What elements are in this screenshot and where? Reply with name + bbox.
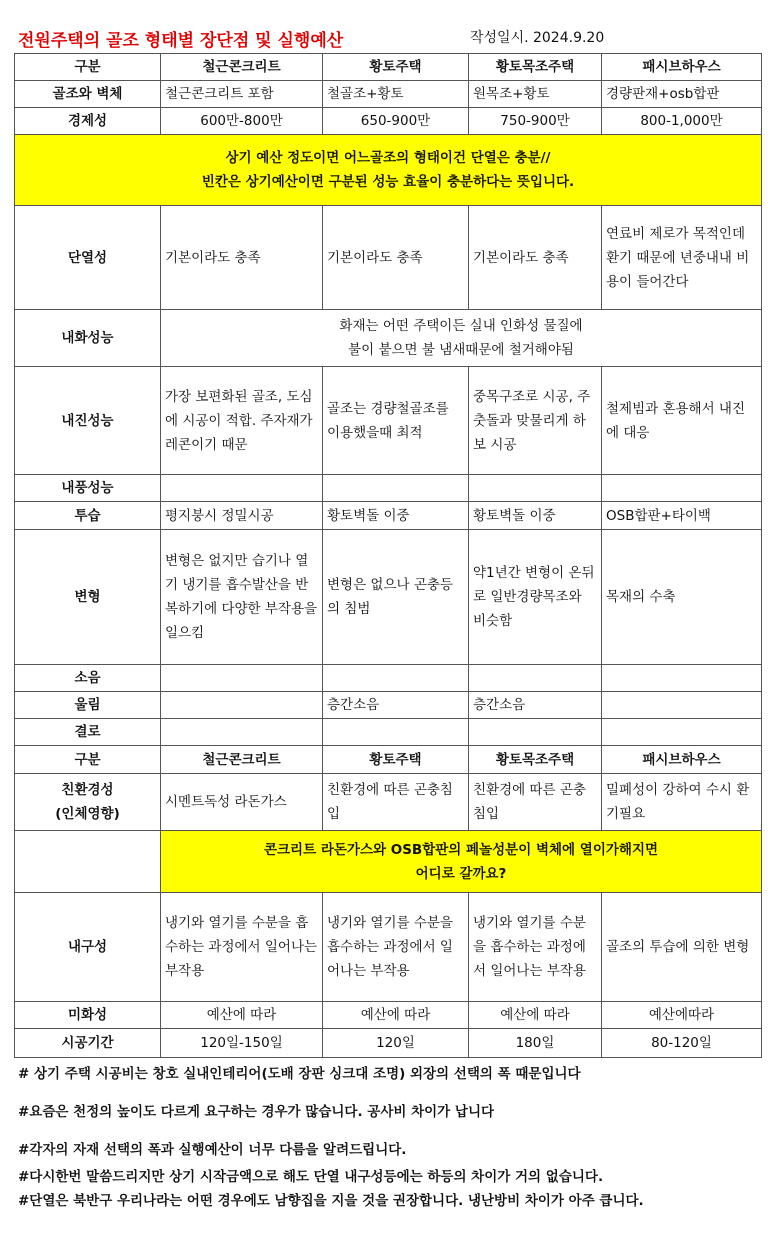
table-cell	[602, 692, 762, 719]
table-cell: 철골조+황토	[323, 81, 469, 108]
table-header-row	[15, 54, 762, 81]
table-cell	[602, 719, 762, 746]
table-cell	[323, 719, 469, 746]
document-title: 전원주택의 골조 형태별 장단점 및 실행예산	[18, 31, 344, 51]
table-row	[15, 893, 762, 1002]
banner-line: 상기 예산 정도이면 어느골조의 형태이건 단열은 충분//	[225, 150, 551, 166]
row-label: 변형	[15, 530, 161, 665]
table-row	[15, 831, 762, 893]
document-header	[0, 0, 773, 52]
table-cell: 냉기와 열기를 수분을 흡수하는 과정에서 일어나는 부작용	[323, 893, 469, 1002]
table-cell: 예산에 따라	[323, 1002, 469, 1029]
table-cell: 경량판재+osb합판	[602, 81, 762, 108]
column-header: 구분	[15, 746, 161, 774]
highlight-banner	[15, 135, 762, 206]
row-label: 골조와 벽체	[15, 81, 161, 108]
table-cell-merged	[161, 310, 762, 367]
note-line: #단열은 북반구 우리나라는 어떤 경우에도 남향집을 지을 것을 권장합니다. 냉난방비 차이가 아주 큽니다.	[18, 1193, 644, 1209]
row-label: 울림	[15, 692, 161, 719]
table-cell: 황토벽돌 이중	[469, 502, 602, 530]
table-cell: 시멘트독성 라돈가스	[161, 774, 323, 831]
table-cell: 친환경에 따른 곤충침입	[469, 774, 602, 831]
column-header: 황토목조주택	[469, 746, 602, 774]
table-cell: 층간소음	[323, 692, 469, 719]
table-row	[15, 692, 762, 719]
row-label: 결로	[15, 719, 161, 746]
table-cell: 중목구조로 시공, 주춧돌과 맞물리게 하보 시공	[469, 367, 602, 475]
row-label: 내진성능	[15, 367, 161, 475]
table-row	[15, 1029, 762, 1058]
table-cell: 연료비 제로가 목적인데 환기 때문에 년중내내 비용이 들어간다	[602, 206, 762, 310]
banner-line: 콘크리트 라돈가스와 OSB합판의 페놀성분이 벽체에 열이가해지면	[263, 841, 659, 858]
table-row	[15, 81, 762, 108]
table-cell: 골조의 투습에 의한 변형	[602, 893, 762, 1002]
column-header: 황토목조주택	[469, 54, 602, 81]
document-date: 작성일시. 2024.9.20	[470, 30, 605, 46]
cell-line: 불이 붙으면 불 냄새때문에 철거해야됨	[348, 342, 574, 358]
table-cell	[161, 665, 323, 692]
table-cell: 철제빔과 혼용해서 내진에 대응	[602, 367, 762, 475]
table-cell	[323, 475, 469, 502]
table-cell: 120일-150일	[161, 1029, 323, 1058]
table-row	[15, 206, 762, 310]
table-cell: 기본이라도 충족	[469, 206, 602, 310]
table-cell: 변형은 없으나 곤충등의 침범	[323, 530, 469, 665]
column-header: 황토주택	[323, 746, 469, 774]
highlight-banner	[161, 831, 762, 893]
table-row	[15, 135, 762, 206]
table-cell	[15, 831, 161, 893]
table-row	[15, 475, 762, 502]
banner-line: 빈칸은 상기예산이면 구분된 성능 효율이 충분하다는 뜻입니다.	[201, 174, 575, 190]
banner-line: 어디로 갈까요?	[415, 865, 507, 882]
table-cell	[469, 475, 602, 502]
table-cell	[161, 719, 323, 746]
table-cell: 180일	[469, 1029, 602, 1058]
table-cell: 목재의 수축	[602, 530, 762, 665]
table-header-row	[15, 746, 762, 774]
table-row	[15, 1002, 762, 1029]
table-cell	[161, 475, 323, 502]
table-cell: 원목조+황토	[469, 81, 602, 108]
table-row	[15, 108, 762, 135]
table-row	[15, 665, 762, 692]
table-cell: 층간소음	[469, 692, 602, 719]
comparison-table	[14, 53, 762, 1058]
table-cell: 약1년간 변형이 온뒤로 일반경량목조와 비슷함	[469, 530, 602, 665]
row-label: 시공기간	[15, 1029, 161, 1058]
table-cell	[469, 719, 602, 746]
table-cell: 철근콘크리트 포함	[161, 81, 323, 108]
row-label: 미화성	[15, 1002, 161, 1029]
table-cell: 750-900만	[469, 108, 602, 135]
row-label	[15, 774, 161, 831]
column-header: 구분	[15, 54, 161, 81]
table-cell	[161, 692, 323, 719]
table-row	[15, 530, 762, 665]
table-cell: 황토벽돌 이중	[323, 502, 469, 530]
table-row	[15, 502, 762, 530]
table-cell: 예산에따라	[602, 1002, 762, 1029]
row-label: 투습	[15, 502, 161, 530]
row-label: 내풍성능	[15, 475, 161, 502]
row-label: 소음	[15, 665, 161, 692]
table-cell: 650-900만	[323, 108, 469, 135]
table-cell: 120일	[323, 1029, 469, 1058]
table-cell: 가장 보편화된 골조, 도심에 시공이 적합. 주자재가 레콘이기 때문	[161, 367, 323, 475]
table-cell: 친환경에 따른 곤충침입	[323, 774, 469, 831]
note-line: #요즘은 천정의 높이도 다르게 요구하는 경우가 많습니다. 공사비 차이가 납니다	[18, 1104, 495, 1120]
column-header: 황토주택	[323, 54, 469, 81]
row-label: 단열성	[15, 206, 161, 310]
column-header: 패시브하우스	[602, 54, 762, 81]
table-cell: 평지붕시 정밀시공	[161, 502, 323, 530]
table-cell	[469, 665, 602, 692]
table-cell: 기본이라도 충족	[323, 206, 469, 310]
table-row	[15, 310, 762, 367]
table-cell: 예산에 따라	[469, 1002, 602, 1029]
table-cell: 600만-800만	[161, 108, 323, 135]
table-cell	[602, 665, 762, 692]
table-cell: 80-120일	[602, 1029, 762, 1058]
table-cell: 예산에 따라	[161, 1002, 323, 1029]
table-cell	[602, 475, 762, 502]
note-line: #다시한번 말씀드리지만 상기 시작금액으로 해도 단열 내구성등에는 하등의 차이가 거의 없습니다.	[18, 1169, 604, 1185]
row-label-line: (인체영향)	[55, 806, 120, 822]
column-header: 철근콘크리트	[161, 54, 323, 81]
column-header: 패시브하우스	[602, 746, 762, 774]
table-cell: 변형은 없지만 습기나 열기 냉기를 흡수발산을 반복하기에 다양한 부작용을 일으킴	[161, 530, 323, 665]
table-cell: 800-1,000만	[602, 108, 762, 135]
note-line: #각자의 자재 선택의 폭과 실행예산이 너무 다름을 알려드립니다.	[18, 1142, 407, 1158]
row-label: 내구성	[15, 893, 161, 1002]
table-cell: OSB합판+타이백	[602, 502, 762, 530]
note-line: # 상기 주택 시공비는 창호 실내인테리어(도배 장판 싱크대 조명) 외장의 선택의 폭 때문입니다	[18, 1066, 581, 1082]
table-cell: 밀폐성이 강하여 수시 환기필요	[602, 774, 762, 831]
row-label: 내화성능	[15, 310, 161, 367]
table-cell: 골조는 경량철골조를 이용했을때 최적	[323, 367, 469, 475]
row-label: 경제성	[15, 108, 161, 135]
table-cell: 냉기와 열기를 수분을 흡수하는 과정에서 일어나는 부작용	[161, 893, 323, 1002]
row-label-line: 친환경성	[61, 782, 114, 798]
cell-line: 화재는 어떤 주택이든 실내 인화성 물질에	[339, 318, 583, 334]
table-cell	[323, 665, 469, 692]
table-cell: 냉기와 열기를 수분을 흡수하는 과정에서 일어나는 부작용	[469, 893, 602, 1002]
table-cell: 기본이라도 충족	[161, 206, 323, 310]
table-row	[15, 774, 762, 831]
table-row	[15, 719, 762, 746]
column-header: 철근콘크리트	[161, 746, 323, 774]
table-row	[15, 367, 762, 475]
